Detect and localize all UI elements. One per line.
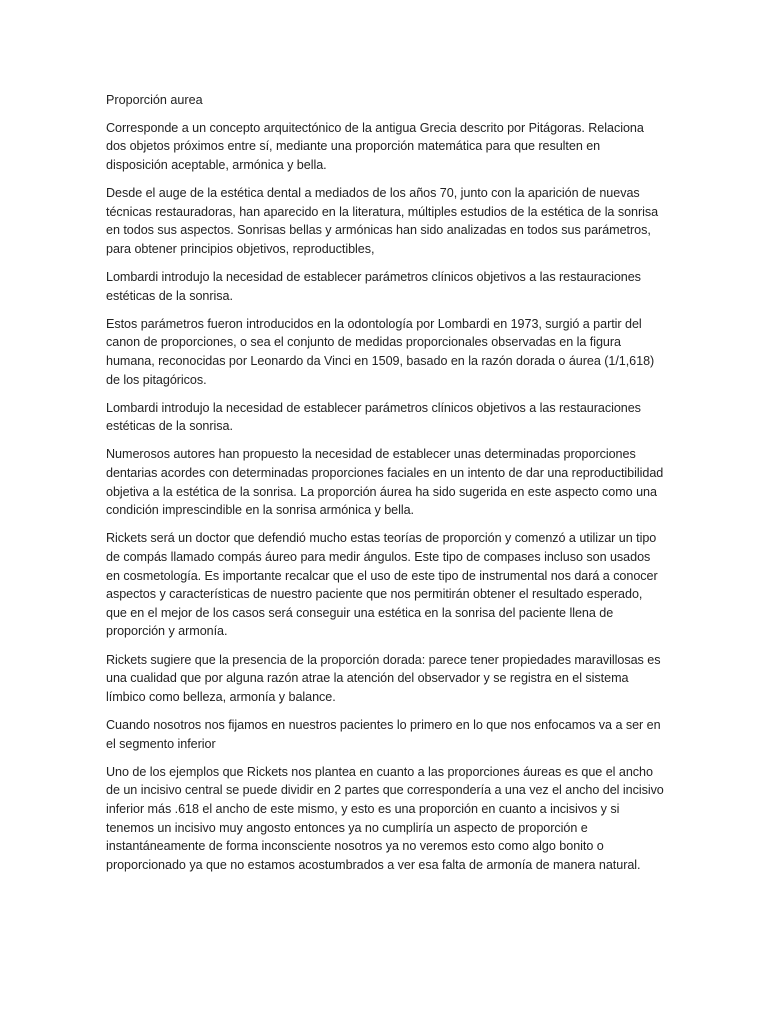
paragraph-rickets-compass: Rickets será un doctor que defendió mucho estas teorías de proporción y comenzó a utilizar un tipo de compás llamado compás áureo para medir ángulos. Este tipo de compases incluso son usados en cosmetología. Es importante recalcar que el uso de este tipo de instrumental nos dará a conocer aspectos y características de nuestro paciente que nos permitirán obtener el resultado esperado, que en el mejor de los casos será conseguir una estética en la sonrisa del paciente llena de proporción y armonía. <box>106 531 658 639</box>
paragraph-parameters: Estos parámetros fueron introducidos en la odontología por Lombardi en 1973, surgió a partir del canon de proporciones, o sea el conjunto de medidas proporcionales observadas en la figura humana, reconocidas por Leonardo da Vinci en 1509, basado en la razón dorada o áurea (1/1,618) de los pitagóricos. <box>106 316 655 387</box>
paragraph-lombardi-1: Lombardi introdujo la necesidad de establecer parámetros clínicos objetivos a las restauraciones estéticas de la sonrisa. <box>106 269 641 303</box>
paragraph-authors: Numerosos autores han propuesto la necesidad de establecer unas determinadas proporciones dentarias acordes con determinadas proporciones faciales en un intento de dar una reproductibilidad objetiva a la estética de la sonrisa. La proporción áurea ha sido sugerida en este aspecto como una condición imprescindible en la sonrisa armónica y bella. <box>106 447 664 518</box>
document-title: Proporción aurea <box>106 93 203 107</box>
paragraph-aesthetics: Desde el auge de la estética dental a mediados de los años 70, junto con la aparición de nuevas técnicas restauradoras, han aparecido en la literatura, múltiples estudios de la estética de la sonrisa en todos sus aspectos. Sonrisas bellas y armónicas han sido analizadas en todos sus parámetros, para obtener principios objetivos, reproductibles, <box>106 185 659 256</box>
paragraph-incisor-example: Uno de los ejemplos que Rickets nos plantea en cuanto a las proporciones áureas es que el ancho de un incisivo central se puede dividir en 2 partes que correspondería a una vez el ancho del incisivo inferior más .618 el ancho de este mismo, y esto es una proporción en cuanto a incisivos y si tenemos un incisivo muy angosto entonces ya no cumpliría un aspecto de proporción e instantáneamente de forma inconsciente nosotros ya no veremos esto como algo bonito o proporcionado ya que no estamos acostumbrados a ver esa falta de armonía de manera natural. <box>106 764 664 872</box>
paragraph-intro: Corresponde a un concepto arquitectónico de la antigua Grecia descrito por Pitágoras. Relaciona dos objetos próximos entre sí, mediante una proporción matemática para que resulten en disposición aceptable, armónica y bella. <box>106 120 644 172</box>
paragraph-lower-segment: Cuando nosotros nos fijamos en nuestros pacientes lo primero en lo que nos enfocamos va a ser en el segmento inferior <box>106 717 661 751</box>
paragraph-rickets-golden: Rickets sugiere que la presencia de la proporción dorada: parece tener propiedades maravillosas es una cualidad que por alguna razón atrae la atención del observador y se registra en el sistema límbico como belleza, armonía y balance. <box>106 652 661 704</box>
paragraph-lombardi-2: Lombardi introdujo la necesidad de establecer parámetros clínicos objetivos a las restauraciones estéticas de la sonrisa. <box>106 400 641 434</box>
